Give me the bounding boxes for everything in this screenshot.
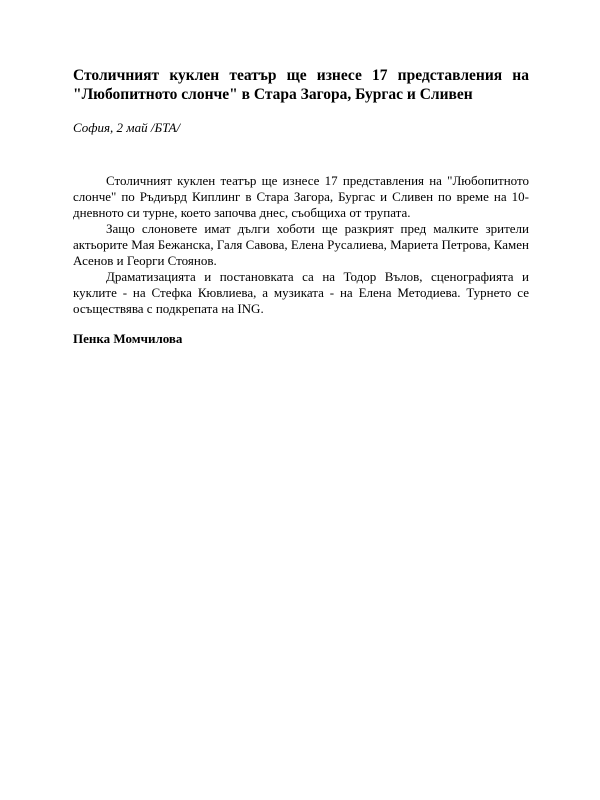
paragraph: Защо слоновете имат дълги хоботи ще разкрият пред малките зрители актьорите Мая Бежанска, Галя Савова, Елена Русалиева, Мариета Петрова, Камен Асенов и Георги Стоянов. bbox=[73, 221, 529, 268]
document-page bbox=[73, 66, 529, 347]
dateline: София, 2 май /БТА/ bbox=[73, 120, 181, 135]
paragraph: Столичният куклен театър ще изнесе 17 представления на "Любопитното слонче" по Ръдиърд Киплинг в Стара Загора, Бургас и Сливен по време на 10-дневното си турне, което започва днес, съобщиха от трупата. bbox=[73, 173, 529, 220]
article-body bbox=[73, 173, 529, 317]
paragraph: Драматизацията и постановката са на Тодор Вълов, сценографията и куклите - на Стефка Кювлиева, а музиката - на Елена Методиева. Турнето се осъществява с подкрепата на ING. bbox=[73, 269, 529, 316]
headline: Столичният куклен театър ще изнесе 17 представления на "Любопитното слонче" в Стара Загора, Бургас и Сливен bbox=[73, 67, 529, 103]
author-signature: Пенка Момчилова bbox=[73, 331, 183, 346]
